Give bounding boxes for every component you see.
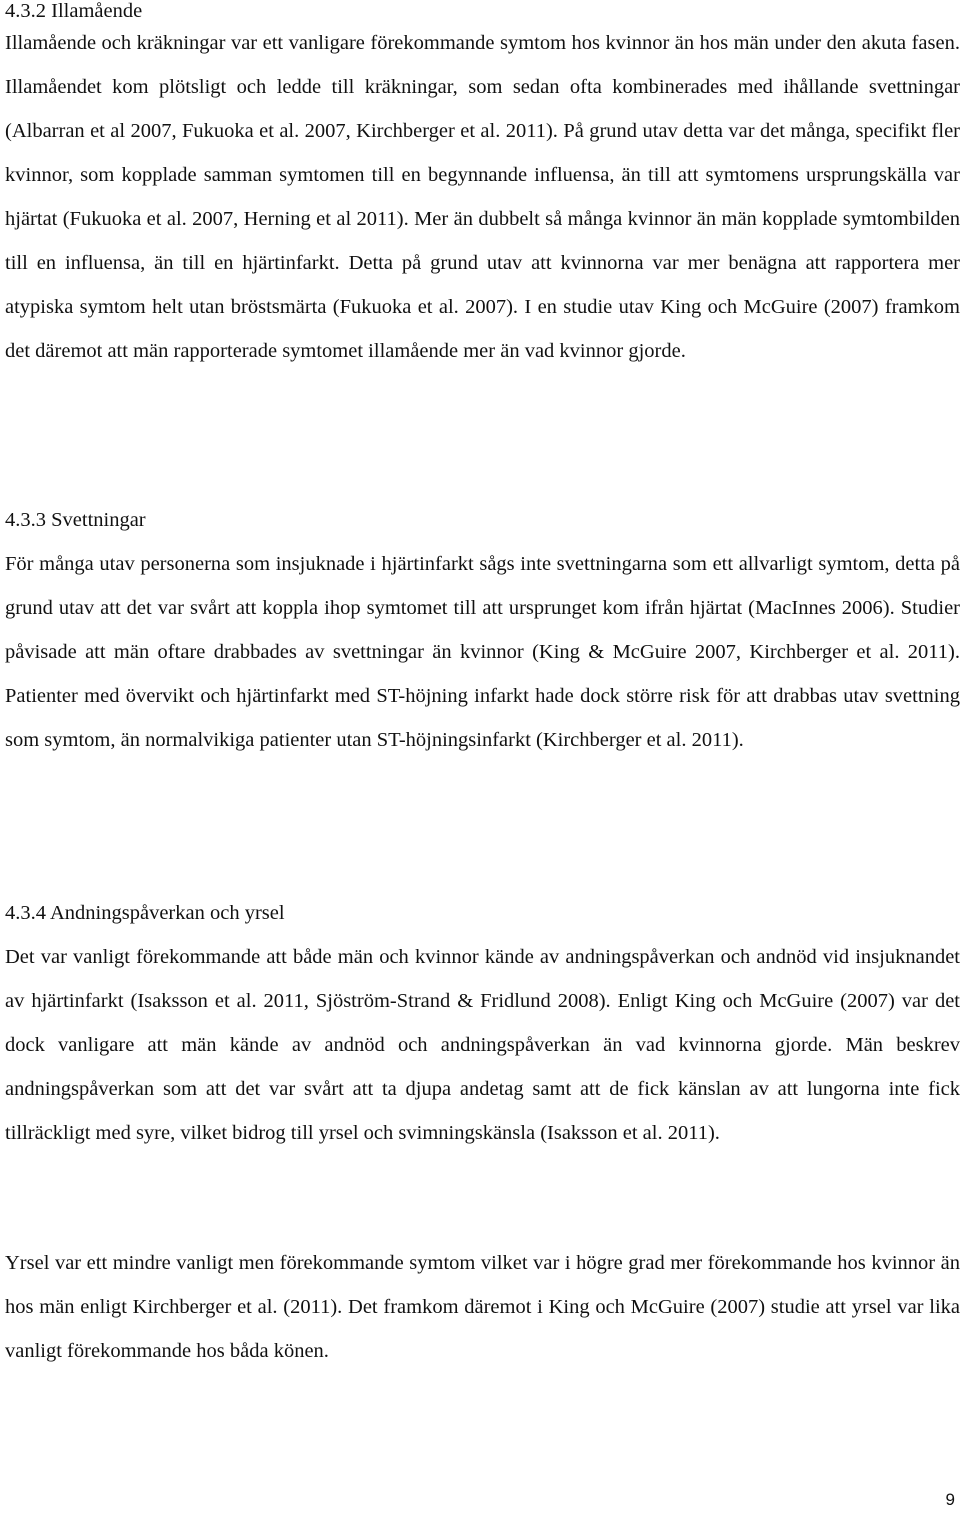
section-heading: 4.3.4 Andningspåverkan och yrsel [5, 902, 285, 924]
section-yrsel [5, 1241, 960, 1373]
section-paragraph: Det var vanligt förekommande att både män och kvinnor kände av andningspåverkan och andnöd vid insjuknandet av hjärtinfarkt (Isaksson et al. 2011, Sjöström-Strand & Fridlund 2008). Enligt King och McGuire (2007) var det dock vanligare att män kände av andnöd och andningspåverkan än vad kvinnorna gjorde. Män beskrev andningspåverkan som att det var svårt att ta djupa andetag samt att de fick känslan av att lungorna inte fick tillräckligt med syre, vilket bidrog till yrsel och svimningskänsla (Isaksson et al. 2011). [5, 946, 960, 1144]
section-heading: 4.3.3 Svettningar [5, 509, 146, 531]
section-paragraph: För många utav personerna som insjuknade i hjärtinfarkt sågs inte svettningarna som ett allvarligt symtom, detta på grund utav att det var svårt att koppla ihop symtomet till att ursprunget kom ifrån hjärtat (MacInnes 2006). Studier påvisade att män oftare drabbades av svettningar än kvinnor (King & McGuire 2007, Kirchberger et al. 2011). Patienter med övervikt och hjärtinfarkt med ST-höjning infarkt hade dock större risk för att drabbas utav svettning som symtom, än normalvikiga patienter utan ST-höjningsinfarkt (Kirchberger et al. 2011). [5, 553, 960, 751]
section-paragraph: Illamående och kräkningar var ett vanligare förekommande symtom hos kvinnor än hos män under den akuta fasen. Illamåendet kom plötsligt och ledde till kräkningar, som sedan ofta kombinerades med ihållande svettningar (Albarran et al 2007, Fukuoka et al. 2007, Kirchberger et al. 2011). På grund utav detta var det många, specifikt fler kvinnor, som kopplade samman symtomen till en begynnande influensa, än till att symtomens ursprungskälla var hjärtat (Fukuoka et al. 2007, Herning et al 2011). Mer än dubbelt så många kvinnor än män kopplade symtombilden till en influensa, än till en hjärtinfarkt. Detta på grund utav att kvinnorna var mer benägna att rapportera mer atypiska symtom helt utan bröstsmärta (Fukuoka et al. 2007). I en studie utav King och McGuire (2007) framkom det däremot att män rapporterade symtomet illamående mer än vad kvinnor gjorde. [5, 32, 960, 362]
section-heading: 4.3.2 Illamående [5, 0, 143, 22]
section-svettningar [5, 498, 960, 762]
section-paragraph: Yrsel var ett mindre vanligt men förekommande symtom vilket var i högre grad mer förekommande hos kvinnor än hos män enligt Kirchberger et al. (2011). Det framkom däremot i King och McGuire (2007) studie att yrsel var lika vanligt förekommande hos båda könen. [5, 1252, 960, 1362]
page-number: 9 [945, 1490, 955, 1509]
section-illamaende [5, 0, 960, 373]
section-andningspaverkan [5, 891, 960, 1155]
